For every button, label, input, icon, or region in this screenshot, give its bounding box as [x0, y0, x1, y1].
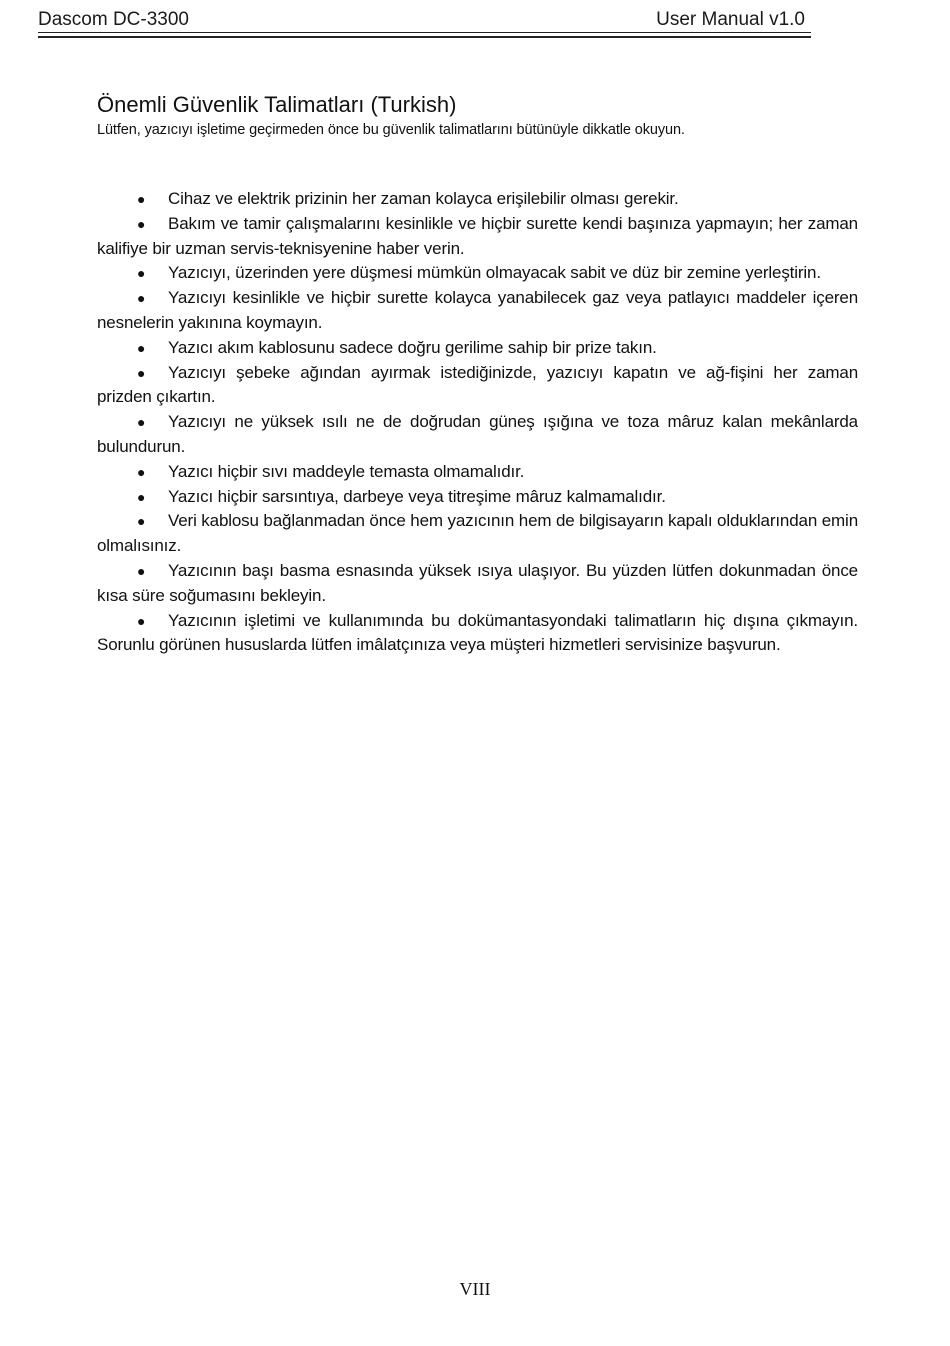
- list-item-text: Yazıcıyı kesinlikle ve hiçbir surette kolayca yanabilecek gaz veya patlayıcı maddeler içeren nesnelerin yakınına koymayın.: [97, 288, 858, 332]
- list-item: [97, 509, 858, 559]
- list-item-text: Yazıcı akım kablosunu sadece doğru gerilime sahip bir prize takın.: [168, 337, 657, 357]
- bullet-icon: ●: [137, 290, 146, 307]
- page-header: [38, 8, 811, 32]
- list-item-text: Bakım ve tamir çalışmalarını kesinlikle ve hiçbir surette kendi başınıza yapmayın; her zaman kalifiye bir uzman servis-teknisyenine haber verin.: [97, 213, 858, 258]
- list-item-text: Yazıcı hiçbir sıvı maddeyle temasta olmamalıdır.: [168, 461, 525, 481]
- list-item: [97, 212, 858, 262]
- bullet-icon: ●: [137, 339, 146, 356]
- bullet-icon: ●: [137, 191, 146, 207]
- list-item-text: Cihaz ve elektrik prizinin her zaman kolayca erişilebilir olması gerekir.: [168, 189, 679, 208]
- list-item-text: Yazıcı hiçbir sarsıntıya, darbeye veya titreşime mâruz kalmamalıdır.: [168, 486, 666, 506]
- bullet-icon: ●: [137, 215, 146, 232]
- list-item: [97, 609, 858, 659]
- header-manual-version: User Manual v1.0: [656, 9, 805, 30]
- list-item: [97, 460, 858, 485]
- list-item: [97, 261, 858, 286]
- bullet-icon: ●: [137, 612, 146, 629]
- header-rule-thick: [38, 36, 811, 38]
- list-item: [97, 286, 858, 336]
- list-item-text: Veri kablosu bağlanmadan önce hem yazıcının hem de bilgisayarın kapalı olduklarından emin olmalısınız.: [97, 511, 858, 556]
- page-number: VIII: [459, 1279, 491, 1299]
- bullet-icon: ●: [137, 364, 146, 381]
- list-item-text: Yazıcının işletimi ve kullanımında bu dokümantasyondaki talimatların hiç dışına çıkmayın. Sorunlu görünen hususlarda lütfen imâlatçınıza veya müşteri hizmetleri servisinize başvurun.: [97, 610, 858, 655]
- list-item-text: Yazıcının başı basma esnasında yüksek ısıya ulaşıyor. Bu yüzden lütfen dokunmadan önce kısa süre soğumasını bekleyin.: [97, 560, 858, 605]
- section-subtitle: Lütfen, yazıcıyı işletime geçirmeden önce bu güvenlik talimatlarını bütünüyle dikkatle okuyun.: [97, 122, 685, 138]
- list-item-text: Yazıcıyı şebeke ağından ayırmak istediğinizde, yazıcıyı kapatın ve ağ-fişini her zaman prizden çıkartın.: [97, 362, 858, 407]
- bullet-icon: ●: [137, 463, 146, 480]
- bullet-icon: ●: [137, 414, 146, 431]
- list-item: [97, 410, 858, 460]
- list-item-text: Yazıcıyı ne yüksek ısılı ne de doğrudan güneş ışığına ve toza mâruz kalan mekânlarda bulundurun.: [97, 412, 858, 456]
- safety-instructions-list: [97, 187, 858, 658]
- list-item: [97, 361, 858, 411]
- bullet-icon: ●: [137, 562, 146, 579]
- list-item: [97, 559, 858, 609]
- bullet-icon: ●: [137, 488, 146, 505]
- main-content: [97, 90, 858, 658]
- list-item: [97, 336, 858, 361]
- section-title: Önemli Güvenlik Talimatları (Turkish): [97, 92, 457, 117]
- header-rule-thin: [38, 32, 811, 33]
- list-item: [97, 187, 858, 212]
- header-product-name: Dascom DC-3300: [38, 9, 189, 30]
- bullet-icon: ●: [137, 265, 146, 282]
- list-item-text: Yazıcıyı, üzerinden yere düşmesi mümkün olmayacak sabit ve düz bir zemine yerleştirin.: [168, 263, 821, 283]
- list-item: [97, 485, 858, 510]
- bullet-icon: ●: [137, 513, 146, 530]
